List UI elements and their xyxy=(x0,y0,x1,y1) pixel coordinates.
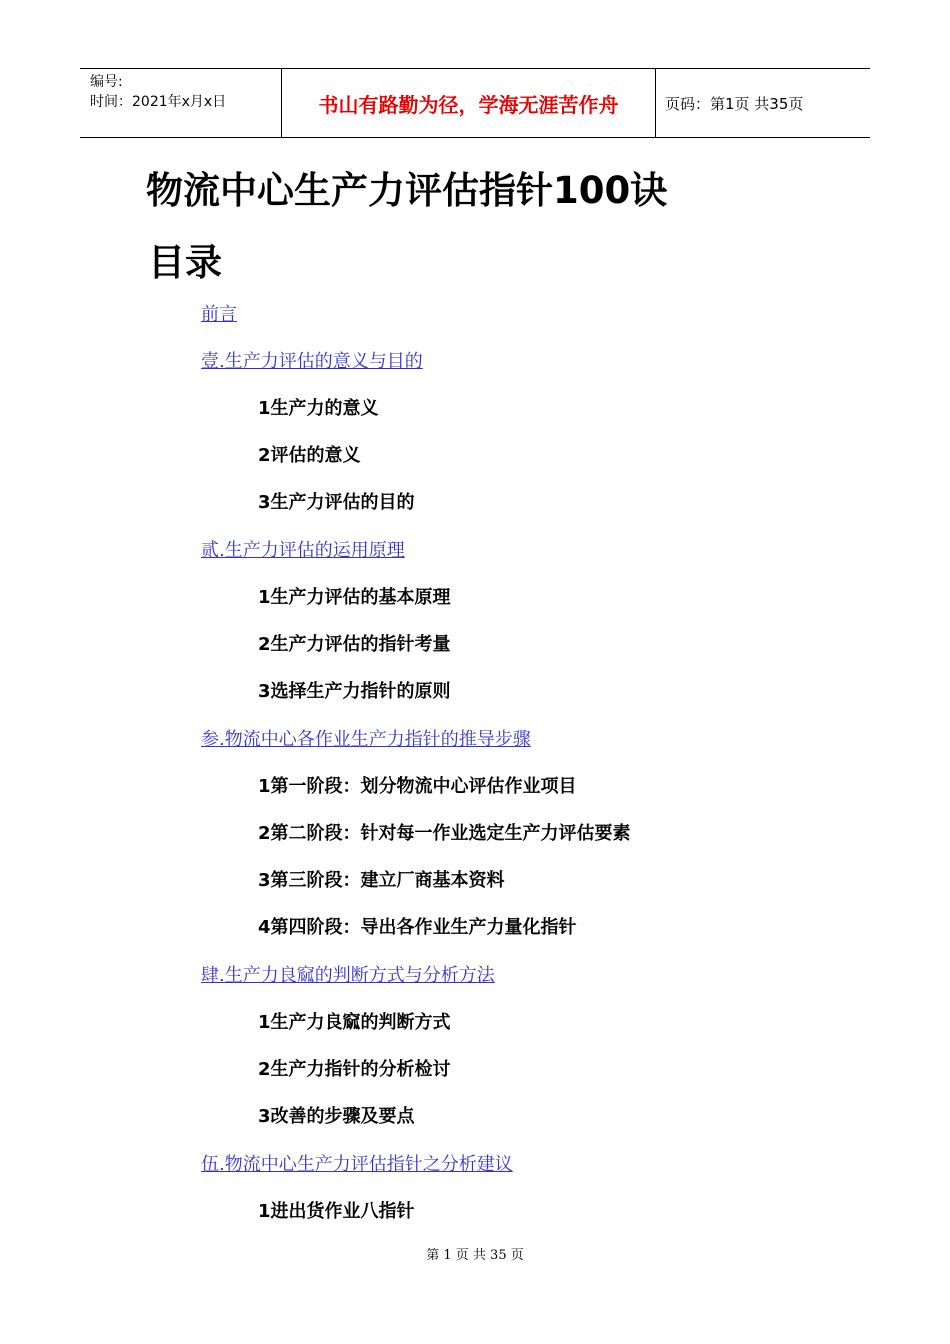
toc-item: 1第一阶段：划分物流中心评估作业项目 xyxy=(258,776,577,797)
time-label: 时间：2021年x月x日 xyxy=(90,94,227,110)
toc-item: 2生产力评估的指针考量 xyxy=(258,634,451,655)
toc-item: 3选择生产力指针的原则 xyxy=(258,681,451,702)
toc-link-section-2[interactable]: 贰.生产力评估的运用原理 xyxy=(201,540,405,561)
header-motto: 书山有路勤为径，学海无涯苦作舟 xyxy=(282,69,656,137)
toc-item: 1生产力评估的基本原理 xyxy=(258,587,451,608)
toc-item: 1生产力的意义 xyxy=(258,398,379,419)
toc-link-section-1[interactable]: 壹.生产力评估的意义与目的 xyxy=(201,351,423,372)
header-page-info: 页码：第1页 共35页 xyxy=(665,94,804,113)
page-header xyxy=(80,68,870,138)
toc-heading: 目录 xyxy=(148,241,222,284)
toc-item: 3生产力评估的目的 xyxy=(258,492,415,513)
toc-item: 1生产力良窳的判断方式 xyxy=(258,1012,451,1033)
toc-item: 2评估的意义 xyxy=(258,445,361,466)
toc-item: 2第二阶段：针对每一作业选定生产力评估要素 xyxy=(258,823,631,844)
toc-link-preface[interactable]: 前言 xyxy=(201,304,237,325)
toc-item: 3第三阶段：建立厂商基本资料 xyxy=(258,870,505,891)
number-label: 编号: xyxy=(90,74,123,90)
toc-item: 2生产力指针的分析检讨 xyxy=(258,1059,451,1080)
toc-link-section-5[interactable]: 伍.物流中心生产力评估指针之分析建议 xyxy=(201,1154,513,1175)
toc-item: 3改善的步骤及要点 xyxy=(258,1106,415,1127)
toc-item: 4第四阶段：导出各作业生产力量化指针 xyxy=(258,917,577,938)
page-footer: 第 1 页 共 35 页 xyxy=(426,1248,524,1263)
document-title: 物流中心生产力评估指针100诀 xyxy=(146,169,668,212)
toc-link-section-4[interactable]: 肆.生产力良窳的判断方式与分析方法 xyxy=(201,965,495,986)
toc-item: 1进出货作业八指针 xyxy=(258,1201,415,1222)
toc-link-section-3[interactable]: 参.物流中心各作业生产力指针的推导步骤 xyxy=(201,729,531,750)
header-meta xyxy=(80,69,282,137)
